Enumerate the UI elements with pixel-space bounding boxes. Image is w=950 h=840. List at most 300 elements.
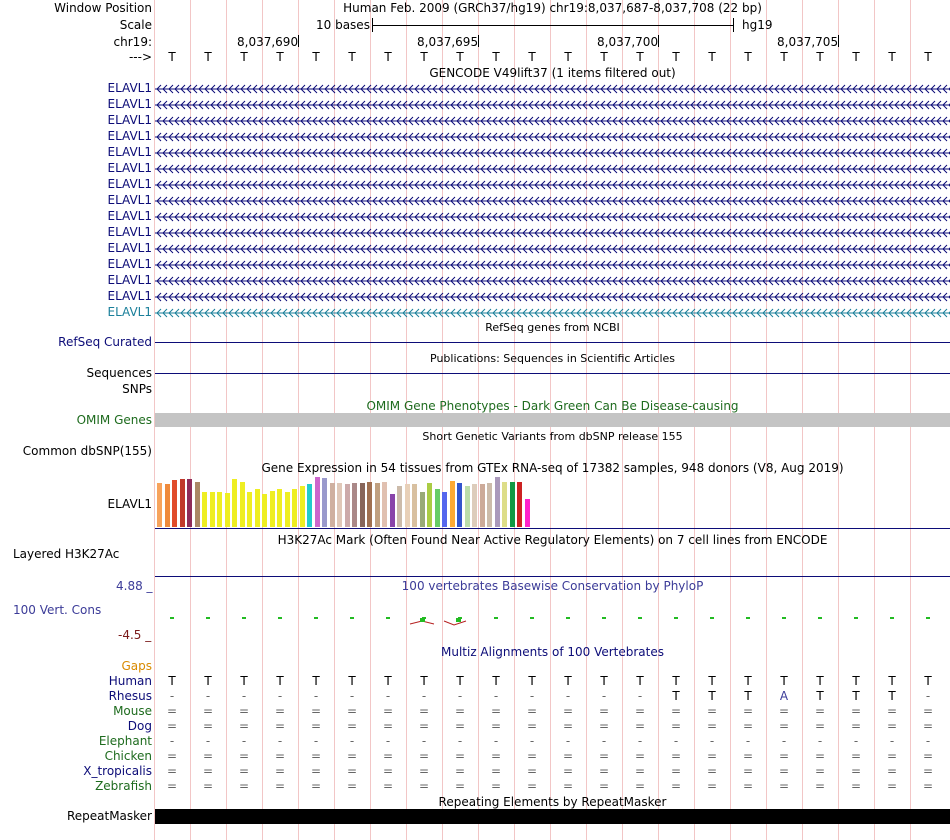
alignment-char: = [202,749,214,763]
alignment-char: T [708,674,716,688]
base-letter: T [456,50,464,64]
gtex-track-label[interactable]: ELAVL1 [107,497,152,511]
alignment-char: = [166,779,178,793]
refseq-track-title: RefSeq genes from NCBI [485,321,620,334]
alignment-char: = [454,764,466,778]
gtex-tissue-bar[interactable] [465,486,470,527]
alignment-char: = [778,719,790,733]
gene-label-elavl1[interactable]: ELAVL1 [107,177,152,191]
gene-transcript[interactable] [155,212,950,222]
alignment-char: = [490,779,502,793]
gtex-tissue-bar[interactable] [502,482,507,527]
gtex-tissue-bar[interactable] [322,478,327,527]
alignment-char: = [562,764,574,778]
alignment-char: = [886,719,898,733]
alignment-char: = [418,704,430,718]
gtex-tissue-bar[interactable] [345,484,350,527]
alignment-char: = [526,719,538,733]
gene-label-elavl1[interactable]: ELAVL1 [107,257,152,271]
gtex-tissue-bar[interactable] [202,492,207,527]
alignment-char: = [166,719,178,733]
alignment-char: = [742,749,754,763]
gtex-tissue-bar[interactable] [285,492,290,527]
base-letter: T [672,50,680,64]
gene-transcript[interactable] [155,260,950,270]
alignment-char: - [349,734,355,748]
base-letter: T [924,50,932,64]
alignment-char: = [202,764,214,778]
alignment-char: - [421,734,427,748]
gtex-tissue-bar[interactable] [225,493,230,527]
alignment-char: = [562,719,574,733]
alignment-char: T [924,674,932,688]
alignment-char: = [166,704,178,718]
alignment-char: - [169,734,175,748]
alignment-char: = [778,749,790,763]
gene-label-elavl1[interactable]: ELAVL1 [107,273,152,287]
alignment-char: = [382,779,394,793]
alignment-char: = [418,749,430,763]
alignment-char: = [238,749,250,763]
gene-transcript[interactable] [155,116,950,126]
gtex-tissue-bar[interactable] [247,492,252,527]
base-letter: T [816,50,824,64]
alignment-char: = [310,779,322,793]
scale-value: 10 bases [316,18,370,32]
alignment-char: = [490,704,502,718]
alignment-char: T [456,674,464,688]
gene-label-elavl1[interactable]: ELAVL1 [107,241,152,255]
base-letter: T [744,50,752,64]
alignment-char: = [670,749,682,763]
base-letter: T [636,50,644,64]
gtex-tissue-bar[interactable] [450,481,455,527]
gtex-tissue-bar[interactable] [315,477,320,527]
gene-label-elavl1[interactable]: ELAVL1 [107,145,152,159]
alignment-char: = [670,704,682,718]
base-letter: T [348,50,356,64]
alignment-char: - [817,734,823,748]
gtex-tissue-bar[interactable] [240,482,245,527]
alignment-char: = [598,764,610,778]
gtex-tissue-bar[interactable] [277,489,282,527]
alignment-char: = [670,719,682,733]
gene-label-elavl1[interactable]: ELAVL1 [107,305,152,319]
base-letter: T [276,50,284,64]
window-position-label: Window Position [54,1,152,15]
alignment-char: - [457,689,463,703]
cons-score [386,617,390,619]
scale-assembly: hg19 [742,18,773,32]
alignment-char: = [634,719,646,733]
multiz-track-title: Multiz Alignments of 100 Vertebrates [440,645,665,659]
alignment-char: T [420,674,428,688]
alignment-char: = [706,704,718,718]
alignment-char: = [850,704,862,718]
alignment-char: = [814,749,826,763]
scale-bar [372,18,734,32]
cons-score [566,617,570,619]
ruler-position: 8,037,695 [417,35,479,49]
alignment-char: T [636,674,644,688]
gene-transcript[interactable] [155,196,950,206]
gene-transcript[interactable] [155,148,950,158]
ruler-tick [298,35,299,47]
alignment-char: T [816,674,824,688]
cons-score [350,617,354,619]
alignment-char: - [205,689,211,703]
alignment-char: = [166,764,178,778]
gene-label-elavl1[interactable]: ELAVL1 [107,113,152,127]
alignment-char: T [384,674,392,688]
gtex-baseline [155,528,950,529]
gtex-tissue-bar[interactable] [262,494,267,527]
alignment-char: - [313,689,319,703]
alignment-char: - [601,689,607,703]
alignment-char: = [886,764,898,778]
alignment-char: = [706,779,718,793]
gtex-tissue-bar[interactable] [525,499,530,527]
gtex-tissue-bar[interactable] [307,484,312,527]
alignment-char: = [382,719,394,733]
chrom-label: chr19: [113,35,152,49]
gaps-label[interactable]: Gaps [121,659,152,673]
alignment-char: = [814,704,826,718]
alignment-char: - [601,734,607,748]
gene-transcript[interactable] [155,84,950,94]
gtex-tissue-bar[interactable] [397,486,402,527]
gtex-tissue-bar[interactable] [435,489,440,527]
alignment-char: = [814,764,826,778]
alignment-char: = [346,764,358,778]
cons-track-title: 100 vertebrates Basewise Conservation by PhyloP [401,579,704,593]
species-label-zebrafish[interactable]: Zebrafish [95,779,152,793]
gtex-tissue-bar[interactable] [165,484,170,527]
alignment-char: = [742,704,754,718]
refseq-track-label[interactable]: RefSeq Curated [58,335,152,349]
alignment-char: T [852,674,860,688]
alignment-char: = [778,764,790,778]
gtex-tissue-bar[interactable] [180,479,185,527]
alignment-char: - [781,734,787,748]
gtex-tissue-bar[interactable] [495,477,500,527]
repeatmasker-track-label[interactable]: RepeatMasker [66,809,152,823]
alignment-char: = [598,779,610,793]
alignment-char: = [670,764,682,778]
alignment-char: = [274,704,286,718]
alignment-char: - [853,734,859,748]
gtex-tissue-bar[interactable] [375,483,380,527]
gtex-tissue-bar[interactable] [517,482,522,527]
gtex-tissue-bar[interactable] [427,483,432,527]
cons-score [746,617,750,619]
gtex-tissue-bar[interactable] [487,483,492,527]
alignment-char: = [598,704,610,718]
gencode-track-title: GENCODE V49lift37 (1 items filtered out) [429,66,676,80]
alignment-char: = [562,704,574,718]
omim-track-label[interactable]: OMIM Genes [76,413,152,427]
species-label-x_tropicalis[interactable]: X_tropicalis [83,764,152,778]
alignment-char: - [925,734,931,748]
alignment-char: = [382,749,394,763]
gene-label-elavl1[interactable]: ELAVL1 [107,129,152,143]
gtex-tissue-bar[interactable] [405,484,410,527]
alignment-char: = [310,704,322,718]
base-letter: T [240,50,248,64]
gtex-tissue-bar[interactable] [457,483,462,527]
gtex-tissue-bar[interactable] [217,492,222,527]
cons-max-label: 4.88 _ [116,579,153,593]
cons-track-label[interactable]: 100 Vert. Cons [13,603,102,617]
alignment-char: = [886,704,898,718]
alignment-char: - [529,689,535,703]
publications-track-line [155,373,950,374]
publications-track-title: Publications: Sequences in Scientific Articles [430,352,675,365]
alignment-char: T [672,689,680,703]
cons-score [170,617,174,619]
base-letter: T [888,50,896,64]
cons-score [638,617,642,619]
alignment-char: - [925,689,931,703]
base-letter: T [312,50,320,64]
alignment-char: = [382,704,394,718]
gene-label-elavl1[interactable]: ELAVL1 [107,81,152,95]
gtex-tissue-bar[interactable] [292,489,297,527]
alignment-char: T [564,674,572,688]
alignment-char: = [310,719,322,733]
alignment-char: A [779,689,789,703]
alignment-char: = [238,779,250,793]
gene-label-elavl1[interactable]: ELAVL1 [107,225,152,239]
repeatmasker-track-title: Repeating Elements by RepeatMasker [438,795,667,809]
h3k27ac-track-label[interactable]: Layered H3K27Ac [13,547,120,561]
alignment-char: T [744,674,752,688]
cons-score [602,617,606,619]
gene-transcript[interactable] [155,164,950,174]
gtex-tissue-bar[interactable] [412,484,417,527]
alignment-char: = [706,719,718,733]
alignment-char: = [418,719,430,733]
alignment-char: = [922,719,934,733]
gene-transcript[interactable] [155,244,950,254]
alignment-char: T [672,674,680,688]
alignment-char: = [346,719,358,733]
alignment-char: T [528,674,536,688]
alignment-char: = [382,764,394,778]
alignment-char: T [708,689,716,703]
alignment-char: = [742,779,754,793]
alignment-char: = [814,779,826,793]
gene-transcript[interactable] [155,308,950,318]
alignment-char: = [346,779,358,793]
strand-label: ---> [128,50,152,64]
alignment-char: = [850,779,862,793]
alignment-char: - [637,734,643,748]
alignment-char: - [529,734,535,748]
dbsnp-track-title: Short Genetic Variants from dbSNP release 155 [422,430,683,443]
gene-label-elavl1[interactable]: ELAVL1 [107,161,152,175]
alignment-char: - [241,689,247,703]
alignment-char: = [850,719,862,733]
gtex-tissue-bar[interactable] [420,492,425,527]
gtex-tissue-bar[interactable] [195,482,200,527]
gene-transcript[interactable] [155,100,950,110]
alignment-char: = [274,749,286,763]
repeatmasker-track-bar [155,809,950,824]
alignment-char: - [565,689,571,703]
gtex-tissue-bar[interactable] [210,492,215,527]
gtex-tissue-bar[interactable] [187,479,192,527]
cons-score [890,617,894,619]
scale-label: Scale [119,18,152,32]
alignment-char: = [526,704,538,718]
gene-label-elavl1[interactable]: ELAVL1 [107,289,152,303]
gene-transcript[interactable] [155,292,950,302]
gtex-tissue-bar[interactable] [367,482,372,527]
alignment-char: = [562,749,574,763]
gtex-tissue-bar[interactable] [472,484,477,527]
alignment-char: = [886,779,898,793]
cons-peak [408,615,478,627]
gtex-tissue-bar[interactable] [442,492,447,527]
gtex-tissue-bar[interactable] [172,480,177,527]
species-label-mouse[interactable]: Mouse [113,704,152,718]
alignment-char: - [205,734,211,748]
gtex-tissue-bar[interactable] [337,483,342,527]
alignment-char: - [709,734,715,748]
gene-label-elavl1[interactable]: ELAVL1 [107,193,152,207]
gtex-tissue-bar[interactable] [352,483,357,527]
alignment-char: = [310,764,322,778]
gtex-tissue-bar[interactable] [300,486,305,527]
cons-score [782,617,786,619]
base-letter: T [852,50,860,64]
ruler-tick [838,35,839,47]
alignment-char: T [204,674,212,688]
cons-score [818,617,822,619]
alignment-char: = [922,779,934,793]
alignment-char: - [673,734,679,748]
alignment-char: = [454,704,466,718]
alignment-char: = [886,749,898,763]
ruler-position: 8,037,705 [777,35,839,49]
alignment-char: = [778,779,790,793]
alignment-char: - [241,734,247,748]
alignment-char: = [454,749,466,763]
snps-label[interactable]: SNPs [122,382,152,396]
alignment-char: - [385,689,391,703]
species-label-dog[interactable]: Dog [127,719,152,733]
alignment-char: = [526,779,538,793]
alignment-char: = [166,749,178,763]
alignment-char: - [493,734,499,748]
gtex-chart[interactable] [155,477,950,527]
gtex-tissue-bar[interactable] [255,489,260,527]
gtex-tissue-bar[interactable] [510,482,515,527]
alignment-char: = [454,719,466,733]
alignment-char: = [238,764,250,778]
gtex-tissue-bar[interactable] [360,483,365,527]
species-label-elephant[interactable]: Elephant [98,734,152,748]
gene-transcript[interactable] [155,180,950,190]
base-letter: T [384,50,392,64]
base-letter: T [528,50,536,64]
omim-track-bar [155,413,950,427]
alignment-char: = [202,779,214,793]
base-letter: T [564,50,572,64]
alignment-char: = [598,749,610,763]
alignment-char: = [418,764,430,778]
alignment-char: = [238,704,250,718]
gene-label-elavl1[interactable]: ELAVL1 [107,97,152,111]
gtex-tissue-bar[interactable] [157,483,162,527]
base-letter: T [780,50,788,64]
publications-track-label[interactable]: Sequences [86,366,152,380]
gtex-tissue-bar[interactable] [382,482,387,527]
alignment-char: T [744,689,752,703]
alignment-char: - [493,689,499,703]
alignment-char: = [634,764,646,778]
alignment-char: = [814,719,826,733]
alignment-char: = [238,719,250,733]
gene-label-elavl1[interactable]: ELAVL1 [107,209,152,223]
gene-transcript[interactable] [155,228,950,238]
alignment-char: - [313,734,319,748]
alignment-char: - [457,734,463,748]
gtex-tissue-bar[interactable] [480,484,485,527]
cons-score [854,617,858,619]
alignment-char: = [418,779,430,793]
alignment-char: T [348,674,356,688]
alignment-char: = [922,764,934,778]
base-letter: T [420,50,428,64]
alignment-char: T [240,674,248,688]
alignment-char: - [637,689,643,703]
alignment-char: - [745,734,751,748]
alignment-char: T [816,689,824,703]
alignment-char: = [634,704,646,718]
ruler-position: 8,037,700 [597,35,659,49]
cons-score [674,617,678,619]
alignment-char: T [276,674,284,688]
alignment-char: - [277,689,283,703]
alignment-char: - [421,689,427,703]
cons-score [314,617,318,619]
alignment-char: = [850,749,862,763]
species-label-human[interactable]: Human [108,674,152,688]
base-letter: T [708,50,716,64]
ruler-tick [658,35,659,47]
alignment-char: = [706,749,718,763]
gene-transcript[interactable] [155,132,950,142]
species-label-chicken[interactable]: Chicken [104,749,152,763]
dbsnp-track-label[interactable]: Common dbSNP(155) [22,444,152,458]
gtex-tissue-bar[interactable] [390,494,395,527]
alignment-char: T [168,674,176,688]
species-label-rhesus[interactable]: Rhesus [108,689,152,703]
alignment-char: = [922,749,934,763]
alignment-char: = [742,719,754,733]
alignment-char: = [526,764,538,778]
cons-score [278,617,282,619]
gene-transcript[interactable] [155,276,950,286]
gtex-tissue-bar[interactable] [270,491,275,527]
gtex-tissue-bar[interactable] [330,483,335,527]
alignment-char: = [526,749,538,763]
cons-score [710,617,714,619]
h3k27ac-track-title: H3K27Ac Mark (Often Found Near Active Regulatory Elements) on 7 cell lines from ENCODE [277,533,828,547]
gtex-tissue-bar[interactable] [232,479,237,527]
